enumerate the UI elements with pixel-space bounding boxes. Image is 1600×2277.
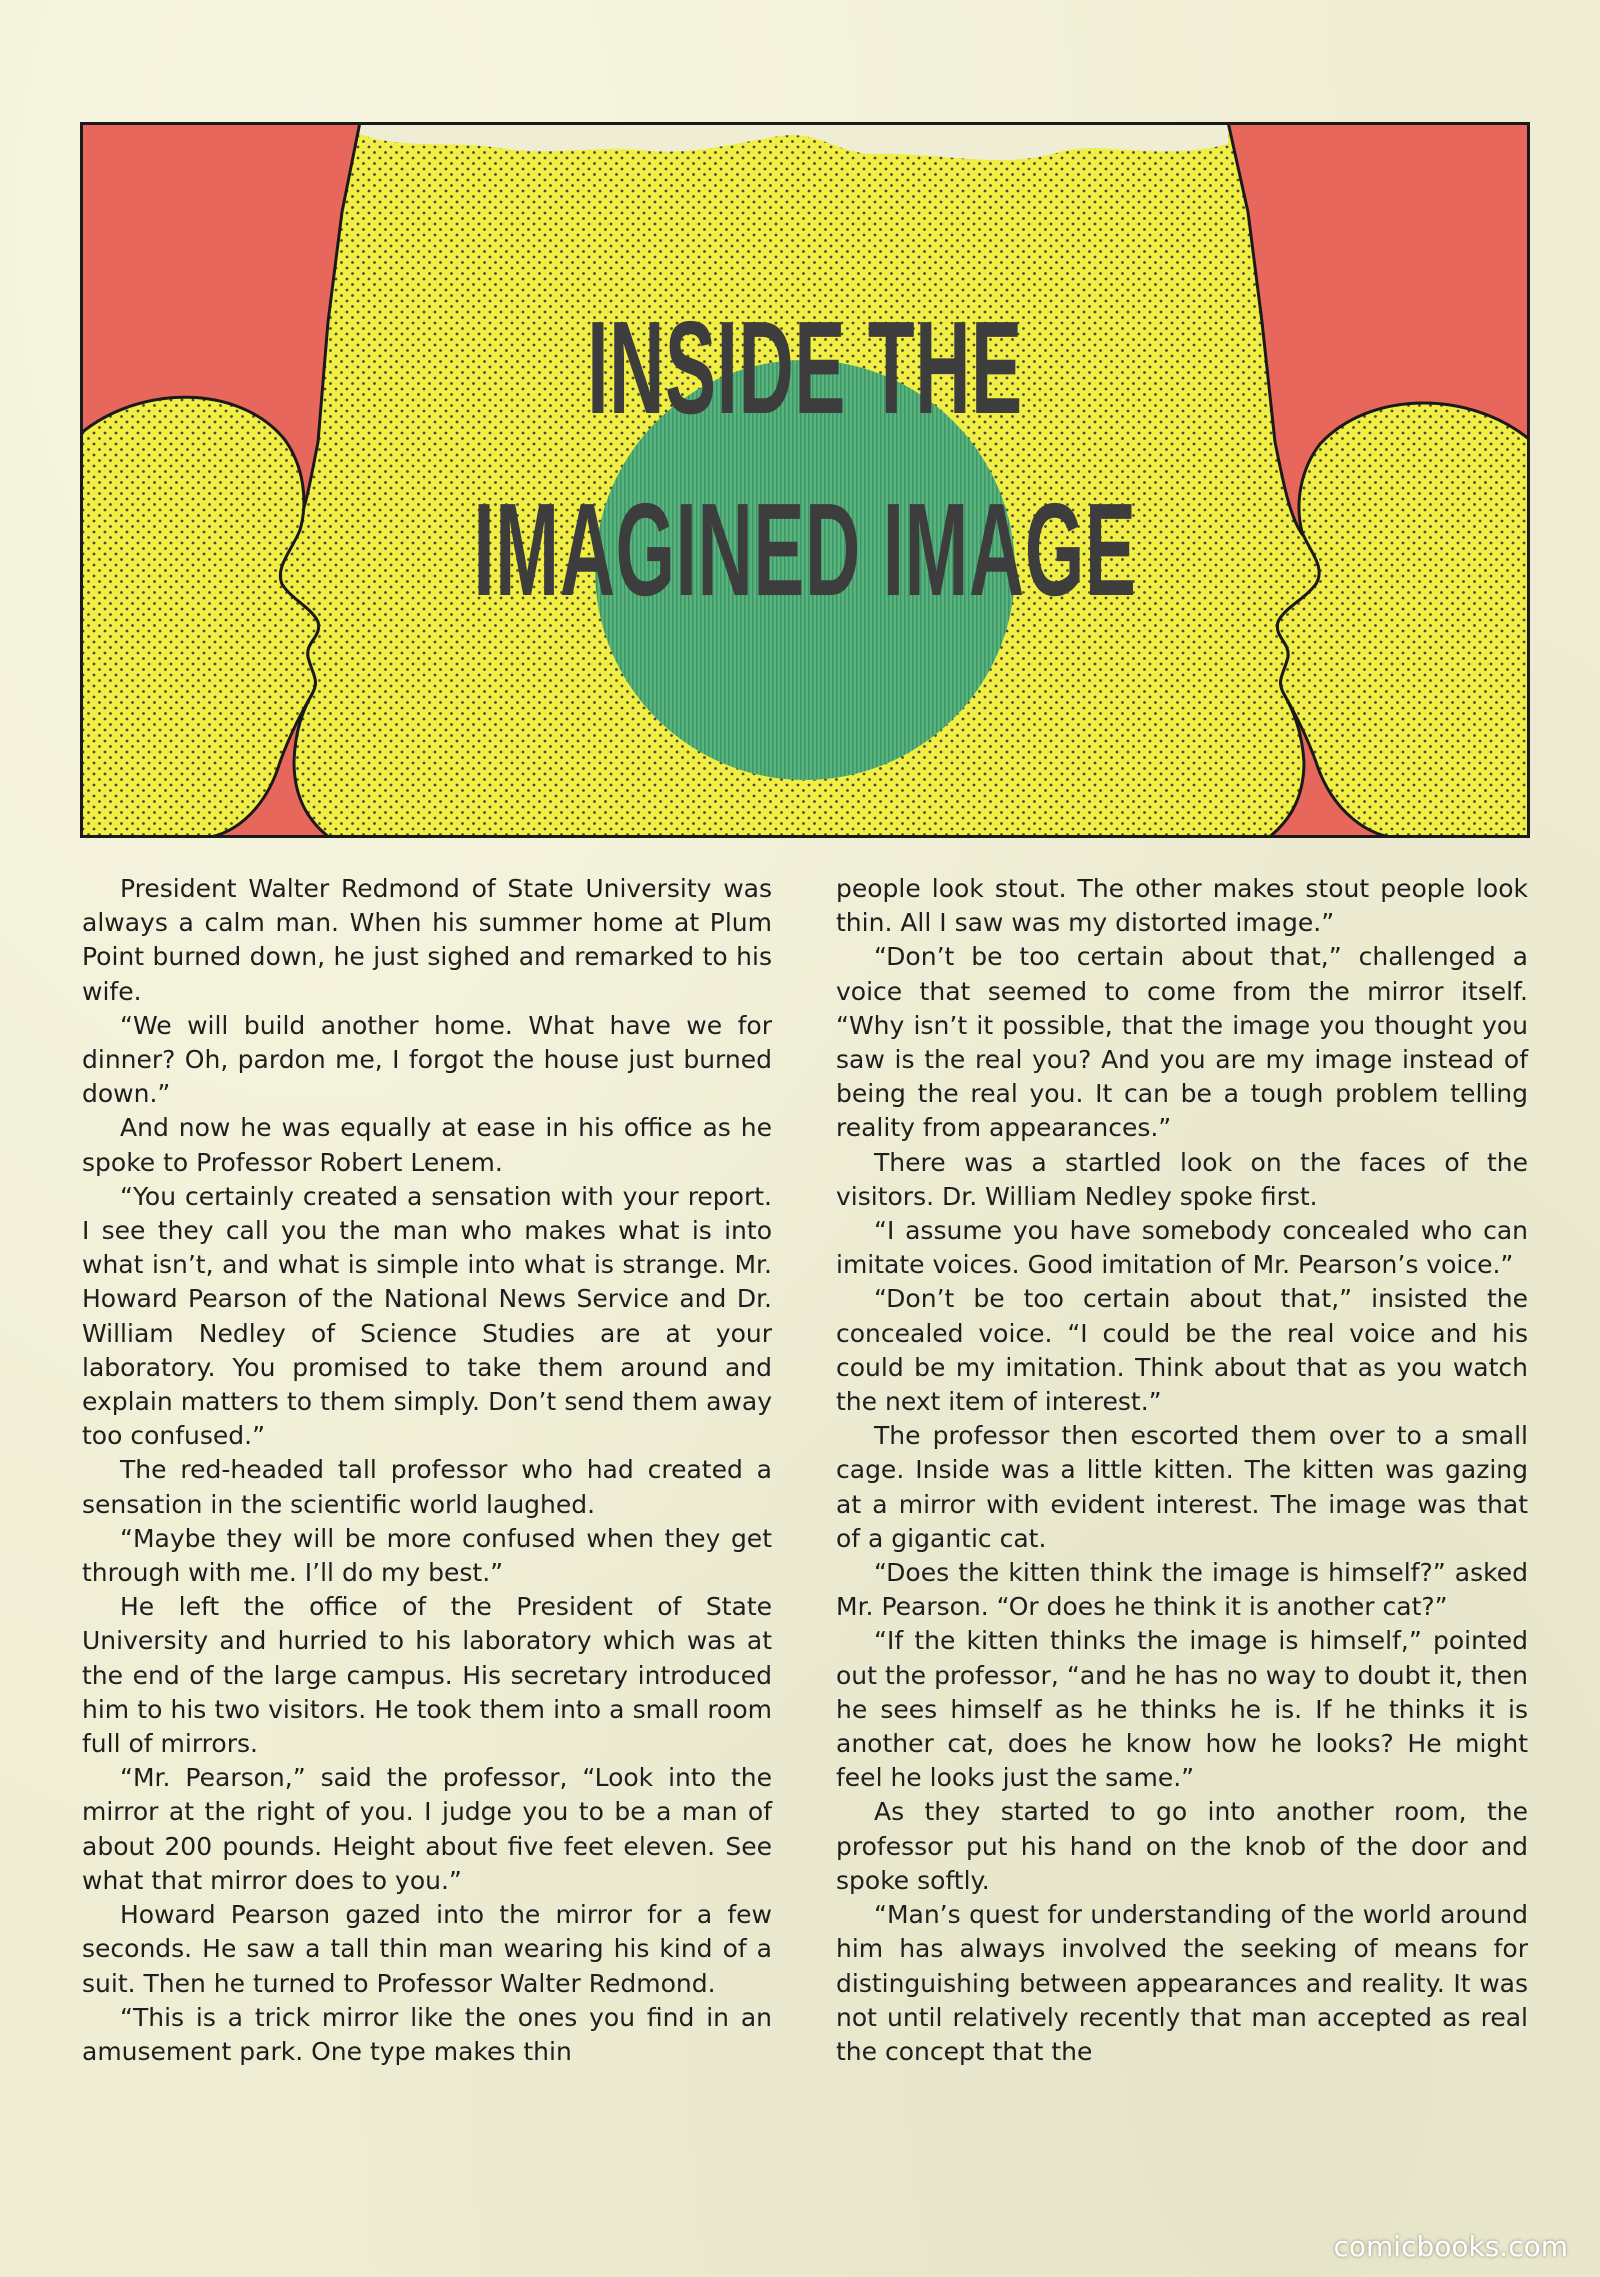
story-paragraph: There was a startled look on the faces of the visitors. Dr. William Nedley spoke first.	[836, 1147, 1528, 1211]
story-paragraph: The red-headed tall professor who had created a sensation in the scientific world laughed.	[82, 1455, 772, 1519]
story-paragraph: “Don’t be too certain about that,” challenged a voice that seemed to come from the mirror itself. “Why isn’t it possible, that the image you thought you saw is the real you? And you are my image instead of being the real you. It can be a tough problem telling reality from appearances.”	[836, 942, 1528, 1143]
story-title	[80, 294, 1530, 623]
title-illustration-panel	[80, 122, 1530, 838]
story-paragraph: “This is a trick mirror like the ones you find in an amusement park. One type makes thin	[82, 2002, 772, 2066]
story-paragraph: “Man’s quest for understanding of the world around him has always involved the seeking of means for distinguishing between appearances and reality. It was not until relatively recently that man accepted as real the concept that the	[836, 1900, 1528, 2066]
story-paragraph: “Don’t be too certain about that,” insisted the concealed voice. “I could be the real voice and his could be my imitation. Think about that as you watch the next item of interest.”	[836, 1284, 1528, 1417]
story-paragraph: “I assume you have somebody concealed who can imitate voices. Good imitation of Mr. Pearson’s voice.”	[836, 1216, 1528, 1280]
story-paragraph: The professor then escorted them over to a small cage. Inside was a little kitten. The kitten was gazing at a mirror with evident interest. The image was that of a gigantic cat.	[836, 1421, 1528, 1553]
watermark-text: comicbooks.com	[1333, 2230, 1568, 2263]
story-paragraph: As they started to go into another room, the professor put his hand on the knob of the door and spoke softly.	[836, 1797, 1528, 1895]
story-paragraph: “Mr. Pearson,” said the professor, “Look into the mirror at the right of you. I judge you to be a man of about 200 pounds. Height about five feet eleven. See what that mirror does to you.”	[82, 1763, 772, 1895]
story-paragraph: “Maybe they will be more confused when they get through with me. I’ll do my best.”	[82, 1523, 772, 1588]
story-paragraph: “Does the kitten think the image is himself?” asked Mr. Pearson. “Or does he think it is another cat?”	[836, 1558, 1528, 1622]
story-paragraph: “We will build another home. What have we for dinner? Oh, pardon me, I forgot the house just burned down.”	[82, 1010, 772, 1109]
story-paragraph: “If the kitten thinks the image is himself,” pointed out the professor, “and he has no way to doubt it, then he sees himself as he thinks he is. If he thinks it is another cat, does he know how he looks? He might feel he looks just the same.”	[836, 1626, 1528, 1793]
story-paragraph-continued: people look stout. The other makes stout people look thin. All I saw was my distorted image.”	[836, 874, 1528, 938]
story-paragraph: And now he was equally at ease in his office as he spoke to Professor Robert Lenem.	[82, 1113, 772, 1177]
story-paragraph: President Walter Redmond of State University was always a calm man. When his summer home at Plum Point burned down, he just sighed and remarked to his wife.	[82, 874, 772, 1006]
story-left-column	[82, 872, 772, 2069]
story-title-line2: IMAGINED IMAGE	[473, 476, 1137, 623]
story-right-column	[836, 872, 1528, 2069]
story-paragraph: Howard Pearson gazed into the mirror for a few seconds. He saw a tall thin man wearing his kind of a suit. Then he turned to Professor Walter Redmond.	[82, 1900, 772, 1998]
story-title-line1: INSIDE THE	[587, 294, 1023, 441]
story-paragraph: He left the office of the President of State University and hurried to his laboratory which was at the end of the large campus. His secretary introduced him to his two visitors. He took them into a small room full of mirrors.	[82, 1592, 772, 1759]
story-paragraph: “You certainly created a sensation with your report. I see they call you the man who makes what is into what isn’t, and what is simple into what is strange. Mr. Howard Pearson of the National News Service and Dr. William Nedley of Science Studies are at your laboratory. You promised to take them around and explain matters to them simply. Don’t send them away too confused.”	[82, 1181, 772, 1451]
